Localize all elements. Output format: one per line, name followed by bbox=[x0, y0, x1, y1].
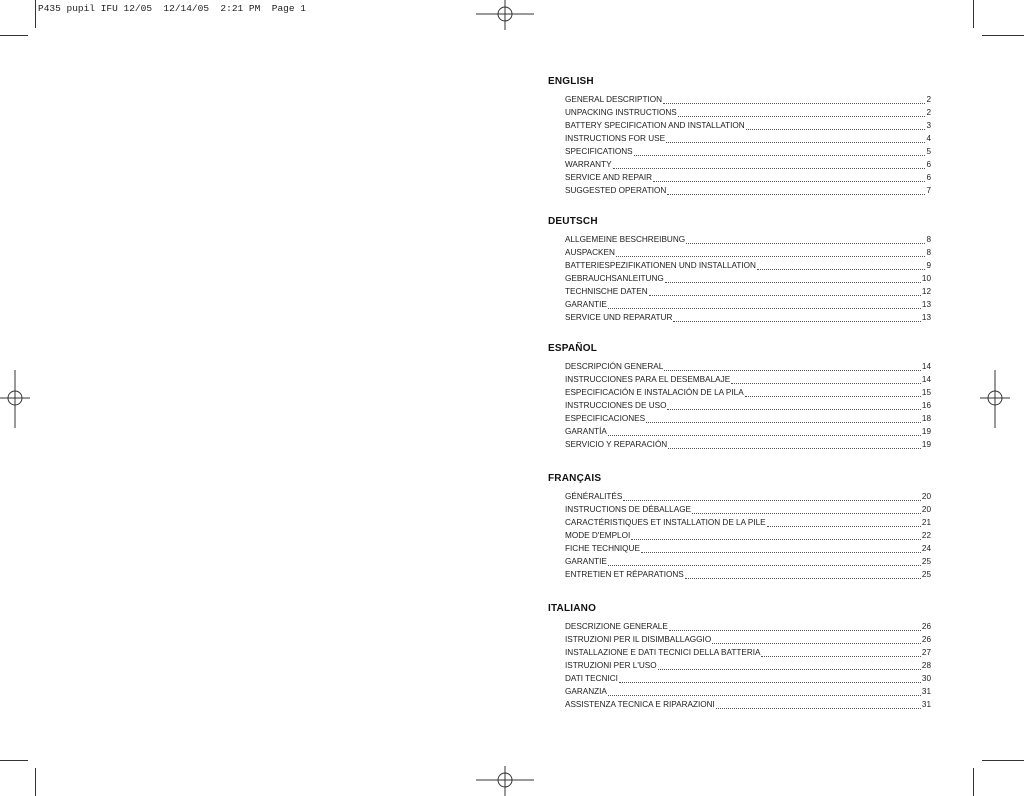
toc-entry bbox=[565, 412, 931, 425]
dot-leader bbox=[692, 504, 921, 514]
dot-leader bbox=[658, 660, 921, 670]
dot-leader bbox=[653, 172, 925, 182]
toc-entry bbox=[565, 425, 931, 438]
section-title: ITALIANO bbox=[548, 603, 597, 614]
dot-leader bbox=[761, 647, 920, 657]
toc-entry bbox=[565, 529, 931, 542]
toc-entry-label: SERVICIO Y REPARACIÓN bbox=[565, 440, 668, 449]
registration-mark-left bbox=[0, 370, 30, 428]
dot-leader bbox=[608, 556, 921, 566]
toc-entry-list bbox=[565, 620, 931, 711]
dot-leader bbox=[664, 361, 921, 371]
toc-entry-page-number: 24 bbox=[921, 544, 931, 553]
toc-entry bbox=[565, 685, 931, 698]
toc-entry bbox=[565, 373, 931, 386]
toc-entry-page-number: 28 bbox=[921, 661, 931, 670]
toc-entry bbox=[565, 132, 931, 145]
toc-entry bbox=[565, 311, 931, 324]
toc-entry bbox=[565, 386, 931, 399]
toc-entry bbox=[565, 106, 931, 119]
toc-entry-label: SERVICE AND REPAIR bbox=[565, 173, 653, 182]
toc-entry bbox=[565, 246, 931, 259]
toc-entry-list bbox=[565, 233, 931, 324]
toc-entry-label: INSTALLAZIONE E DATI TECNICI DELLA BATTERIA bbox=[565, 648, 761, 657]
toc-entry bbox=[565, 272, 931, 285]
toc-entry-label: MODE D'EMPLOI bbox=[565, 531, 631, 540]
dot-leader bbox=[663, 94, 925, 104]
toc-entry-label: INSTRUCTIONS FOR USE bbox=[565, 134, 666, 143]
dot-leader bbox=[669, 621, 921, 631]
toc-entry bbox=[565, 646, 931, 659]
toc-entry-label: GEBRAUCHSANLEITUNG bbox=[565, 274, 664, 283]
toc-entry-page-number: 27 bbox=[921, 648, 931, 657]
toc-entry-label: GARANTIE bbox=[565, 557, 607, 566]
toc-entry-label: BATTERIESPEZIFIKATIONEN UND INSTALLATION bbox=[565, 261, 756, 270]
dot-leader bbox=[731, 374, 921, 384]
toc-entry-page-number: 31 bbox=[921, 687, 931, 696]
crop-mark bbox=[973, 0, 974, 28]
toc-entry-label: SERVICE UND REPARATUR bbox=[565, 313, 673, 322]
toc-entry-page-number: 21 bbox=[921, 518, 931, 527]
toc-entry bbox=[565, 698, 931, 711]
toc-entry bbox=[565, 119, 931, 132]
dot-leader bbox=[649, 286, 921, 296]
print-slug-line: P435 pupil IFU 12/05 12/14/05 2:21 PM Page 1 bbox=[38, 3, 306, 14]
toc-entry-page-number: 3 bbox=[926, 121, 931, 130]
crop-mark bbox=[0, 760, 28, 761]
registration-mark-top bbox=[476, 0, 534, 30]
toc-entry bbox=[565, 285, 931, 298]
toc-entry bbox=[565, 171, 931, 184]
dot-leader bbox=[667, 185, 925, 195]
toc-entry-label: GÉNÉRALITÉS bbox=[565, 492, 623, 501]
toc-entry-label: WARRANTY bbox=[565, 160, 612, 169]
toc-entry-page-number: 16 bbox=[921, 401, 931, 410]
toc-entry-label: SPECIFICATIONS bbox=[565, 147, 633, 156]
toc-entry-page-number: 14 bbox=[921, 362, 931, 371]
toc-entry bbox=[565, 659, 931, 672]
toc-entry bbox=[565, 93, 931, 106]
toc-entry bbox=[565, 542, 931, 555]
crop-mark bbox=[982, 35, 1024, 36]
toc-entry-label: SUGGESTED OPERATION bbox=[565, 186, 667, 195]
toc-entry-label: TECHNISCHE DATEN bbox=[565, 287, 648, 296]
dot-leader bbox=[745, 387, 921, 397]
toc-entry-label: ISTRUZIONI PER IL DISIMBALLAGGIO bbox=[565, 635, 712, 644]
toc-entry-label: INSTRUCCIONES PARA EL DESEMBALAJE bbox=[565, 375, 731, 384]
toc-entry-page-number: 4 bbox=[926, 134, 931, 143]
toc-entry-page-number: 14 bbox=[921, 375, 931, 384]
toc-entry-label: ENTRETIEN ET RÉPARATIONS bbox=[565, 570, 684, 579]
toc-entry-page-number: 8 bbox=[926, 248, 931, 257]
toc-entry bbox=[565, 516, 931, 529]
dot-leader bbox=[631, 530, 921, 540]
toc-entry-label: DESCRIPCIÓN GENERAL bbox=[565, 362, 664, 371]
toc-entry-page-number: 5 bbox=[926, 147, 931, 156]
toc-entry-page-number: 19 bbox=[921, 427, 931, 436]
toc-entry bbox=[565, 259, 931, 272]
toc-entry-label: ESPECIFICACIONES bbox=[565, 414, 646, 423]
toc-entry-page-number: 20 bbox=[921, 492, 931, 501]
toc-entry-label: GARANTIE bbox=[565, 300, 607, 309]
toc-entry-page-number: 6 bbox=[926, 160, 931, 169]
toc-entry-page-number: 9 bbox=[926, 261, 931, 270]
toc-entry-label: AUSPACKEN bbox=[565, 248, 615, 257]
dot-leader bbox=[646, 413, 921, 423]
toc-entry bbox=[565, 555, 931, 568]
toc-entry-label: GARANZIA bbox=[565, 687, 607, 696]
toc-entry-page-number: 25 bbox=[921, 557, 931, 566]
crop-mark bbox=[982, 760, 1024, 761]
dot-leader bbox=[767, 517, 921, 527]
toc-entry bbox=[565, 568, 931, 581]
toc-entry bbox=[565, 620, 931, 633]
toc-entry bbox=[565, 298, 931, 311]
dot-leader bbox=[673, 312, 921, 322]
section-title: FRANÇAIS bbox=[548, 473, 602, 484]
toc-entry-page-number: 2 bbox=[926, 108, 931, 117]
registration-mark-right bbox=[980, 370, 1010, 428]
toc-entry-page-number: 15 bbox=[921, 388, 931, 397]
crop-mark bbox=[35, 768, 36, 796]
dot-leader bbox=[668, 439, 921, 449]
registration-mark-bottom bbox=[476, 766, 534, 796]
toc-entry-label: FICHE TECHNIQUE bbox=[565, 544, 640, 553]
toc-entry bbox=[565, 158, 931, 171]
crop-mark bbox=[973, 768, 974, 796]
toc-entry-page-number: 13 bbox=[921, 313, 931, 322]
toc-entry-label: INSTRUCTIONS DE DÉBALLAGE bbox=[565, 505, 692, 514]
toc-entry bbox=[565, 233, 931, 246]
dot-leader bbox=[619, 673, 921, 683]
dot-leader bbox=[634, 146, 926, 156]
toc-entry bbox=[565, 360, 931, 373]
dot-leader bbox=[641, 543, 921, 553]
toc-entry-page-number: 13 bbox=[921, 300, 931, 309]
crop-mark bbox=[35, 0, 36, 28]
section-title: ESPAÑOL bbox=[548, 343, 597, 354]
dot-leader bbox=[608, 426, 921, 436]
toc-entry-page-number: 2 bbox=[926, 95, 931, 104]
toc-entry-page-number: 10 bbox=[921, 274, 931, 283]
dot-leader bbox=[608, 299, 921, 309]
toc-entry-list bbox=[565, 490, 931, 581]
toc-entry bbox=[565, 184, 931, 197]
toc-entry-page-number: 26 bbox=[921, 635, 931, 644]
dot-leader bbox=[716, 699, 921, 709]
dot-leader bbox=[678, 107, 926, 117]
toc-entry bbox=[565, 503, 931, 516]
toc-entry-label: ESPECIFICACIÓN E INSTALACIÓN DE LA PILA bbox=[565, 388, 744, 397]
toc-entry-label: GENERAL DESCRIPTION bbox=[565, 95, 663, 104]
dot-leader bbox=[665, 273, 921, 283]
dot-leader bbox=[685, 569, 921, 579]
dot-leader bbox=[613, 159, 926, 169]
toc-entry-label: UNPACKING INSTRUCTIONS bbox=[565, 108, 677, 117]
toc-entry-page-number: 12 bbox=[921, 287, 931, 296]
dot-leader bbox=[623, 491, 921, 501]
toc-entry-label: BATTERY SPECIFICATION AND INSTALLATION bbox=[565, 121, 745, 130]
toc-entry-page-number: 6 bbox=[926, 173, 931, 182]
toc-entry-page-number: 25 bbox=[921, 570, 931, 579]
toc-entry-page-number: 26 bbox=[921, 622, 931, 631]
dot-leader bbox=[667, 400, 920, 410]
toc-entry-page-number: 18 bbox=[921, 414, 931, 423]
crop-mark bbox=[0, 35, 28, 36]
toc-entry-page-number: 31 bbox=[921, 700, 931, 709]
toc-entry bbox=[565, 633, 931, 646]
dot-leader bbox=[712, 634, 921, 644]
toc-entry-label: DATI TECNICI bbox=[565, 674, 618, 683]
dot-leader bbox=[757, 260, 926, 270]
toc-entry-page-number: 20 bbox=[921, 505, 931, 514]
toc-entry bbox=[565, 672, 931, 685]
toc-entry-label: DESCRIZIONE GENERALE bbox=[565, 622, 668, 631]
toc-entry-page-number: 22 bbox=[921, 531, 931, 540]
toc-entry-page-number: 8 bbox=[926, 235, 931, 244]
toc-entry bbox=[565, 399, 931, 412]
toc-entry-list bbox=[565, 360, 931, 451]
dot-leader bbox=[616, 247, 926, 257]
toc-entry-list bbox=[565, 93, 931, 197]
dot-leader bbox=[746, 120, 926, 130]
dot-leader bbox=[608, 686, 921, 696]
toc-entry-label: ASSISTENZA TECNICA E RIPARAZIONI bbox=[565, 700, 715, 709]
toc-entry-page-number: 19 bbox=[921, 440, 931, 449]
toc-entry-label: GARANTÍA bbox=[565, 427, 607, 436]
toc-entry-label: CARACTÉRISTIQUES ET INSTALLATION DE LA PILE bbox=[565, 518, 766, 527]
toc-entry-label: INSTRUCCIONES DE USO bbox=[565, 401, 667, 410]
dot-leader bbox=[666, 133, 925, 143]
section-title: ENGLISH bbox=[548, 76, 594, 87]
toc-entry-label: ALLGEMEINE BESCHREIBUNG bbox=[565, 235, 686, 244]
toc-entry-label: ISTRUZIONI PER L'USO bbox=[565, 661, 657, 670]
toc-entry bbox=[565, 145, 931, 158]
toc-entry bbox=[565, 490, 931, 503]
toc-entry bbox=[565, 438, 931, 451]
section-title: DEUTSCH bbox=[548, 216, 598, 227]
toc-entry-page-number: 7 bbox=[926, 186, 931, 195]
dot-leader bbox=[686, 234, 925, 244]
toc-entry-page-number: 30 bbox=[921, 674, 931, 683]
